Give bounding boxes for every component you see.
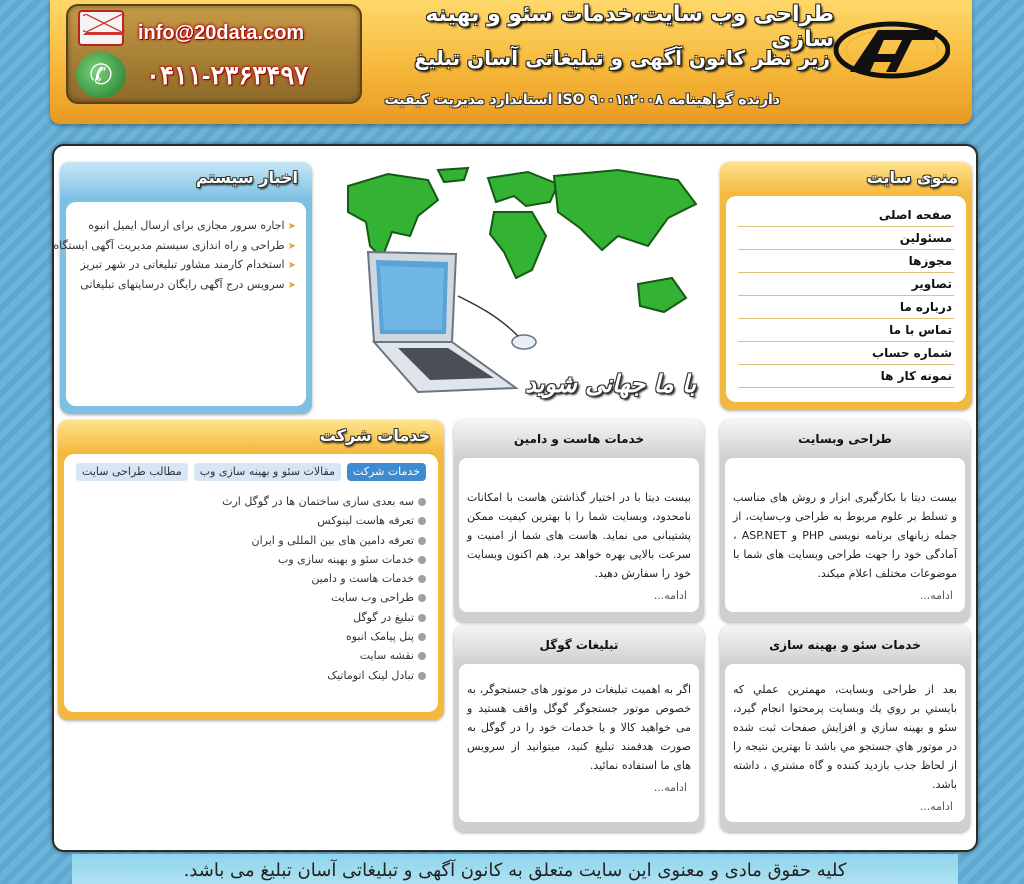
card-title[interactable]: خدمات هاست و دامین xyxy=(513,432,645,446)
list-item[interactable]: تبلیغ در گوگل xyxy=(64,608,438,627)
world-map-image xyxy=(318,166,716,404)
menu-item-account-number[interactable]: شماره حساب xyxy=(738,342,954,365)
tab-seo-articles[interactable]: مقالات سئو و بهینه سازی وب xyxy=(194,463,341,481)
services-tabs xyxy=(70,460,426,481)
main-content xyxy=(52,144,978,852)
contact-phone: ۰۴۱۱-۲۳۶۳۴۹۷ xyxy=(146,60,309,90)
list-item[interactable]: خدمات سئو و بهینه سازی وب xyxy=(64,550,438,569)
list-item[interactable]: نقشه سایت xyxy=(64,646,438,665)
card-hosting xyxy=(454,420,704,622)
read-more-link[interactable]: ادامه... xyxy=(653,781,687,794)
tab-web-design-articles[interactable]: مطالب طراحی سایت xyxy=(76,463,188,481)
list-item[interactable]: تعرفه دامین های بین المللی و ایران xyxy=(64,531,438,550)
read-more-link[interactable]: ادامه... xyxy=(919,800,953,813)
news-item[interactable]: ➤سرویس درج آگهی رایگان درسایتهای تبلیغاتی xyxy=(80,277,296,291)
list-item[interactable]: پنل پیامک انبوه xyxy=(64,627,438,646)
menu-item-portfolio[interactable]: نمونه کار ها xyxy=(738,365,954,388)
menu-item-licenses[interactable]: مجوزها xyxy=(738,250,954,273)
news-item[interactable]: ➤اجاره سرور مجازی برای ارسال ایمیل انبوه xyxy=(88,219,296,232)
copyright-text: کلیه حقوق مادی و معنوی این سایت متعلق به کانون آگهی و تبلیغاتی آسان تبلیغ می باشد. xyxy=(183,860,847,881)
card-seo xyxy=(720,626,970,832)
list-item[interactable]: تبادل لینک اتوماتیک xyxy=(64,666,438,685)
menu-item-about[interactable]: درباره ما xyxy=(738,296,954,319)
news-item[interactable]: ➤طراحی و راه اندازی سیستم مدیریت آگهی ایستگاه xyxy=(53,238,296,252)
read-more-link[interactable]: ادامه... xyxy=(653,589,687,602)
menu-item-officials[interactable]: مسئولین xyxy=(738,227,954,250)
menu-item-home[interactable]: صفحه اصلی xyxy=(738,204,954,227)
card-body: بیست دیتا با در اختیار گذاشتن هاست با امکانات نامحدود، وبسایت شما را با بهترین کیفیت ممکن پشتیبانی می نماید. هاست های شما از امنیت و سرعت بالایی بهره خواهد برد. هم اکنون وبسایت خود را سفارش دهید. xyxy=(467,491,691,580)
list-item[interactable]: طراحی وب سایت xyxy=(64,588,438,607)
site-header xyxy=(50,0,972,124)
card-title[interactable]: طراحی وبسایت xyxy=(798,432,892,446)
phone-icon: ✆ xyxy=(76,52,126,98)
at-logo[interactable] xyxy=(830,14,950,80)
list-item[interactable]: تعرفه هاست لینوکس xyxy=(64,511,438,530)
card-body: بیست دیتا با بکارگیری ابزار و روش های مناسب و تسلط بر علوم مربوط به طراحی وب‌سایت، از جمله زبانهای برنامه نویسی PHP و ASP.NET ، آمادگی خود را جهت طراحی وبسایت های شما با موضوعات مختلف اعلام میکند. xyxy=(733,491,958,580)
header-title: طراحی وب سایت،خدمات سئو و بهینه سازی xyxy=(425,2,834,52)
menu-item-gallery[interactable]: تصاویر xyxy=(738,273,954,296)
contact-email[interactable]: info@20data.com xyxy=(138,22,305,44)
news-title: اخبار سیستم xyxy=(196,168,298,187)
tab-company-services[interactable]: خدمات شرکت xyxy=(347,463,426,481)
menu-item-contact[interactable]: تماس با ما xyxy=(738,319,954,342)
news-box xyxy=(53,162,312,414)
card-google-ads xyxy=(454,626,704,832)
card-body: اگر به اهمیت تبلیغات در موتور های جستجوگر، به خصوص موتور جستجوگر گوگل واقف هستید و می خواهید کالا و یا خدمات خود را در گوگل به صورت هدفمند تبلیغ کنید، میتوانید از سرویس های ما استفاده نمائید. xyxy=(467,683,691,772)
contact-box xyxy=(66,4,362,104)
list-item[interactable]: سه بعدی سازی ساختمان ها در گوگل ارث xyxy=(64,492,438,511)
services-box xyxy=(58,420,444,720)
card-title[interactable]: خدمات سئو و بهینه سازی xyxy=(769,638,921,652)
services-title: خدمات شرکت xyxy=(319,426,430,445)
header-certificate: دارنده گواهینامه ۹۰۰۱:۲۰۰۸ ISO استاندارد مدیریت کیفیت xyxy=(384,92,780,108)
site-menu-box xyxy=(720,162,972,410)
card-body: بعد از طراحی وبسایت، مهمترین عملي كه بایستي بر روي یك وبسایت پرمحتوا انجام گیرد، سئو و بهینه سازي و افزایش صفحات ثبت شده در موتور هاي جستجو مي باشد تا بهترین نتیجه را از لحاظ جذب بازدید کننده و گاه مشتري ، داشته باشد. xyxy=(733,683,957,791)
hero-banner xyxy=(318,166,716,404)
hero-slogan: با ما جهانی شوید xyxy=(525,370,696,398)
card-web-design xyxy=(720,420,970,622)
header-subtitle: زیر نظر کانون آگهی و تبلیغاتی آسان تبلیغ xyxy=(414,46,830,70)
menu-title: منوی سایت xyxy=(866,168,958,187)
card-title[interactable]: تبلیغات گوگل xyxy=(539,638,619,652)
read-more-link[interactable]: ادامه... xyxy=(919,589,953,602)
news-item[interactable]: ➤استخدام کارمند مشاور تبلیغاتی در شهر تبریز xyxy=(80,258,296,271)
list-item[interactable]: خدمات هاست و دامین xyxy=(64,569,438,588)
site-footer xyxy=(72,854,958,884)
mail-icon xyxy=(78,10,124,46)
